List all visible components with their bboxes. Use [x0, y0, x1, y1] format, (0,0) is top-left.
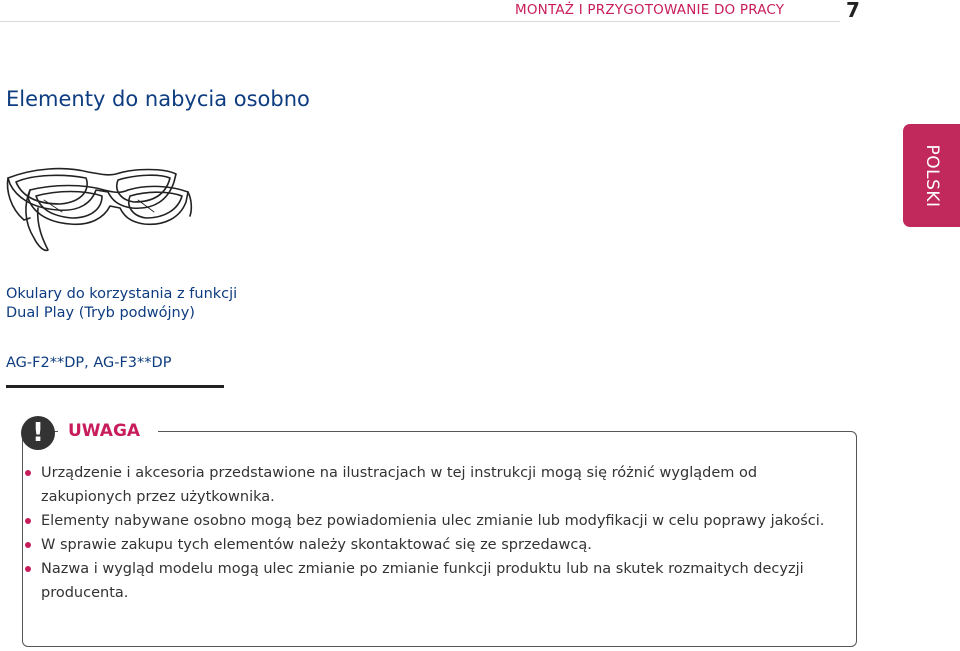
note-heading: UWAGA — [68, 421, 141, 441]
section-title: Elementy do nabycia osobno — [6, 87, 310, 111]
header-rule — [0, 21, 840, 22]
language-tab-label: POLSKI — [921, 143, 942, 208]
note-item: Urządzenie i akcesoria przedstawione na ilustracjach w tej instrukcji mogą się różnić wyglądem od zakupionych przez użytkownika. — [20, 461, 840, 509]
model-underline — [6, 385, 224, 388]
item-caption — [6, 285, 237, 323]
page-number: 7 — [846, 0, 860, 22]
model-numbers: AG-F2**DP, AG-F3**DP — [6, 355, 172, 371]
language-tab — [903, 124, 960, 227]
note-list — [20, 461, 840, 605]
note-item: Nazwa i wygląd modelu mogą ulec zmianie po zmianie funkcji produktu lub na skutek rozmaitych decyzji producenta. — [20, 557, 840, 605]
note-item: W sprawie zakupu tych elementów należy skontaktować się ze sprzedawcą. — [20, 533, 840, 557]
note-item: Elementy nabywane osobno mogą bez powiadomienia ulec zmianie lub modyfikacji w celu poprawy jakości. — [20, 509, 840, 533]
caption-line-1: Okulary do korzystania z funkcji — [6, 286, 238, 302]
3d-glasses-icon — [4, 160, 194, 256]
exclamation-icon: ! — [21, 416, 55, 450]
running-header: MONTAŻ I PRZYGOTOWANIE DO PRACY — [515, 2, 785, 18]
caption-line-2: Dual Play (Tryb podwójny) — [6, 305, 195, 321]
